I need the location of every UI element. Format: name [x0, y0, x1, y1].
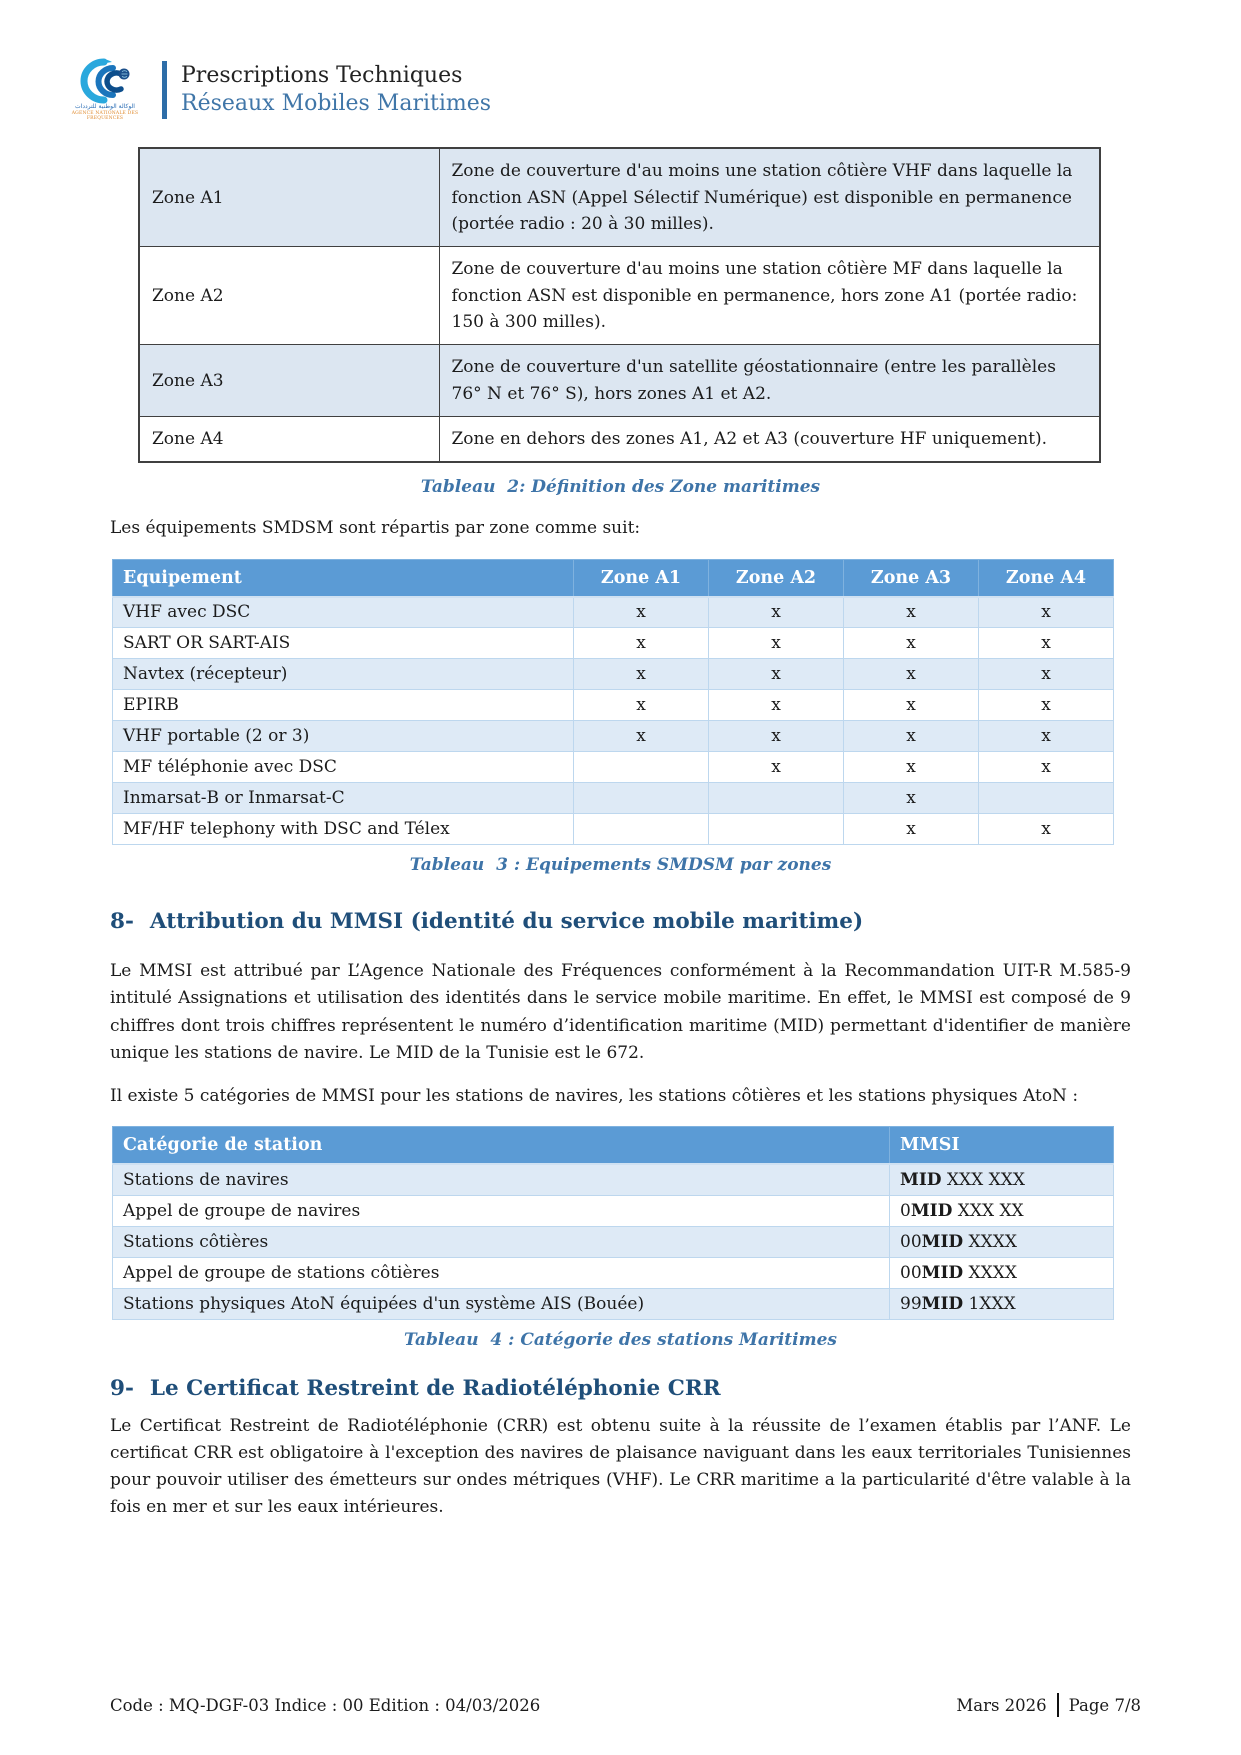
table-header-row: [113, 559, 1114, 597]
table4-caption: Tableau 4 : Catégorie des stations Maritimes: [403, 1329, 837, 1350]
station-category-label: Appel de groupe de navires: [113, 1195, 890, 1226]
col-header-zone-a3: Zone A3: [844, 559, 979, 597]
document-footer: [0, 1693, 1241, 1717]
zone-a1-mark: x: [574, 628, 709, 659]
zone-a2-mark: x: [709, 628, 844, 659]
zone-a2-mark: x: [709, 659, 844, 690]
mmsi-prefix: 00: [900, 1231, 922, 1252]
zone-a3-mark: x: [844, 814, 979, 845]
mmsi-prefix: 00: [900, 1262, 922, 1283]
equipment-label: Inmarsat-B or Inmarsat-C: [113, 783, 574, 814]
mmsi-mid: MID: [900, 1169, 942, 1190]
table-header-row: [113, 1127, 1114, 1165]
table-row: [139, 247, 1100, 345]
section-8-heading: [110, 909, 1131, 934]
col-header-mmsi: MMSI: [890, 1127, 1114, 1165]
zone-a4-mark: x: [979, 752, 1114, 783]
section-9-paragraph: Le Certificat Restreint de Radiotéléphonie (CRR) est obtenu suite à la réussite de l’examen établis par l’ANF. Le certificat CRR est obligatoire à l'exception des navires de plaisance naviguant dans les eaux territoriales Tunisiennes pour pouvoir utiliser des émetteurs sur ondes métriques (VHF). Le CRR maritime a la particularité d'être valable à la fois en mer et sur les eaux intérieures.: [110, 1415, 1131, 1518]
anf-logo-icon: [66, 58, 144, 104]
mmsi-category-table: [112, 1126, 1114, 1320]
section-8-paragraph-1: Le MMSI est attribué par L’Agence Nationale des Fréquences conformément à la Recommandation UIT-R M.585-9 intitulé Assignations et utilisation des identités dans le service mobile maritime. En effet, le MMSI est composé de 9 chiffres dont trois chiffres représentent le numéro d’identification maritime (MID) permettant d'identifier de manière unique les stations de navire. Le MID de la Tunisie est le 672.: [110, 961, 1131, 1063]
zone-a1-mark: x: [574, 659, 709, 690]
table-row: [113, 783, 1114, 814]
section-9-title: Le Certificat Restreint de Radiotéléphonie CRR: [149, 1375, 721, 1401]
doc-title-line1: Prescriptions Techniques: [181, 63, 463, 89]
station-category-label: Appel de groupe de stations côtières: [113, 1257, 890, 1288]
equipment-intro-text: Les équipements SMDSM sont répartis par zone comme suit:: [110, 518, 641, 539]
table-row: [113, 1288, 1114, 1319]
section-8-paragraph-2: Il existe 5 catégories de MMSI pour les stations de navires, les stations côtières et les stations physiques AtoN :: [110, 1085, 1079, 1106]
col-header-zone-a4: Zone A4: [979, 559, 1114, 597]
footer-separator-bar: [1057, 1693, 1059, 1717]
zone-definition-cell: Zone de couverture d'un satellite géostationnaire (entre les parallèles 76° N et 76° S), hors zones A1 et A2.: [439, 345, 1100, 417]
mmsi-format-value: [890, 1164, 1114, 1195]
table-row: [113, 752, 1114, 783]
zones-definition-table: [138, 147, 1101, 463]
zone-a3-mark: x: [844, 659, 979, 690]
zone-a1-mark: x: [574, 721, 709, 752]
logo-arabic-text: الوكالة الوطنية للترددات: [75, 103, 135, 110]
zone-a1-mark: [574, 783, 709, 814]
mmsi-suffix: XXX XX: [952, 1200, 1024, 1221]
table-row: [139, 345, 1100, 417]
col-header-zone-a2: Zone A2: [709, 559, 844, 597]
col-header-categorie: Catégorie de station: [113, 1127, 890, 1165]
table-row: [113, 1226, 1114, 1257]
zone-name-cell: Zone A1: [139, 148, 439, 247]
mmsi-format-value: [890, 1195, 1114, 1226]
mmsi-suffix: 1XXX: [963, 1293, 1016, 1314]
mmsi-suffix: XXX XXX: [941, 1169, 1025, 1190]
zone-a2-mark: x: [709, 721, 844, 752]
equipment-label: Navtex (récepteur): [113, 659, 574, 690]
zone-a4-mark: x: [979, 721, 1114, 752]
table-row: [139, 417, 1100, 463]
zone-name-cell: Zone A3: [139, 345, 439, 417]
document-header: [62, 58, 1131, 121]
equipment-label: VHF avec DSC: [113, 597, 574, 628]
zone-a4-mark: x: [979, 659, 1114, 690]
zone-a1-mark: [574, 752, 709, 783]
zone-a2-mark: x: [709, 597, 844, 628]
zone-a2-mark: x: [709, 690, 844, 721]
zone-a3-mark: x: [844, 628, 979, 659]
zone-a1-mark: x: [574, 597, 709, 628]
mmsi-prefix: 99: [900, 1293, 922, 1314]
zone-definition-cell: Zone en dehors des zones A1, A2 et A3 (couverture HF uniquement).: [439, 417, 1100, 463]
footer-right-group: [956, 1693, 1141, 1717]
zone-a3-mark: x: [844, 783, 979, 814]
zone-a4-mark: [979, 783, 1114, 814]
zone-definition-cell: Zone de couverture d'au moins une station côtière MF dans laquelle la fonction ASN est disponible en permanence, hors zone A1 (portée radio: 150 à 300 milles).: [439, 247, 1100, 345]
equipment-label: VHF portable (2 or 3): [113, 721, 574, 752]
zone-a4-mark: x: [979, 597, 1114, 628]
zone-a2-mark: [709, 814, 844, 845]
footer-date: Mars 2026: [956, 1695, 1047, 1715]
mmsi-format-value: [890, 1226, 1114, 1257]
zone-definition-cell: Zone de couverture d'au moins une station côtière VHF dans laquelle la fonction ASN (Appel Sélectif Numérique) est disponible en permanence (portée radio : 20 à 30 milles).: [439, 148, 1100, 247]
mmsi-suffix: XXXX: [963, 1231, 1017, 1252]
zone-a3-mark: x: [844, 752, 979, 783]
table-row: [113, 628, 1114, 659]
zone-a4-mark: x: [979, 628, 1114, 659]
header-titles: [181, 62, 491, 117]
station-category-label: Stations côtières: [113, 1226, 890, 1257]
table-row: [113, 1164, 1114, 1195]
col-header-equipement: Equipement: [113, 559, 574, 597]
zone-a4-mark: x: [979, 814, 1114, 845]
section-9-number: 9-: [110, 1375, 134, 1401]
table-row: [113, 659, 1114, 690]
station-category-label: Stations physiques AtoN équipées d'un système AIS (Bouée): [113, 1288, 890, 1319]
doc-title-line2: Réseaux Mobiles Maritimes: [181, 90, 492, 116]
mmsi-format-value: [890, 1257, 1114, 1288]
zone-name-cell: Zone A2: [139, 247, 439, 345]
station-category-label: Stations de navires: [113, 1164, 890, 1195]
mmsi-mid: MID: [921, 1293, 964, 1314]
table-row: [139, 148, 1100, 247]
zone-a3-mark: x: [844, 597, 979, 628]
zone-a4-mark: x: [979, 690, 1114, 721]
table-row: [113, 814, 1114, 845]
table2-caption: Tableau 2: Définition des Zone maritimes: [420, 477, 821, 498]
zone-a1-mark: x: [574, 690, 709, 721]
zone-a1-mark: [574, 814, 709, 845]
equipment-label: SART OR SART-AIS: [113, 628, 574, 659]
table-row: [113, 597, 1114, 628]
mmsi-mid: MID: [921, 1231, 964, 1252]
section-9-heading: [110, 1376, 1131, 1401]
zone-name-cell: Zone A4: [139, 417, 439, 463]
equipment-label: EPIRB: [113, 690, 574, 721]
table-row: [113, 690, 1114, 721]
footer-code-text: Code : MQ-DGF-03 Indice : 00 Edition : 04/03/2026: [110, 1695, 541, 1715]
mmsi-suffix: XXXX: [963, 1262, 1017, 1283]
zone-a3-mark: x: [844, 721, 979, 752]
header-divider-bar: [162, 61, 167, 119]
zone-a2-mark: [709, 783, 844, 814]
equipment-table: [112, 559, 1114, 846]
zone-a3-mark: x: [844, 690, 979, 721]
anf-logo: [62, 58, 148, 121]
col-header-zone-a1: Zone A1: [574, 559, 709, 597]
table-row: [113, 721, 1114, 752]
mmsi-prefix: 0: [900, 1200, 911, 1221]
logo-french-text: AGENCE NATIONALE DES FREQUENCES: [71, 110, 139, 121]
section-8-number: 8-: [110, 909, 134, 935]
table-row: [113, 1195, 1114, 1226]
equipment-label: MF/HF telephony with DSC and Télex: [113, 814, 574, 845]
table-row: [113, 1257, 1114, 1288]
equipment-label: MF téléphonie avec DSC: [113, 752, 574, 783]
mmsi-mid: MID: [910, 1200, 953, 1221]
table3-caption: Tableau 3 : Equipements SMDSM par zones: [409, 855, 832, 876]
mmsi-format-value: [890, 1288, 1114, 1319]
mmsi-mid: MID: [921, 1262, 964, 1283]
section-8-title: Attribution du MMSI (identité du service mobile maritime): [149, 909, 864, 935]
zone-a2-mark: x: [709, 752, 844, 783]
footer-page-number: Page 7/8: [1068, 1695, 1141, 1715]
